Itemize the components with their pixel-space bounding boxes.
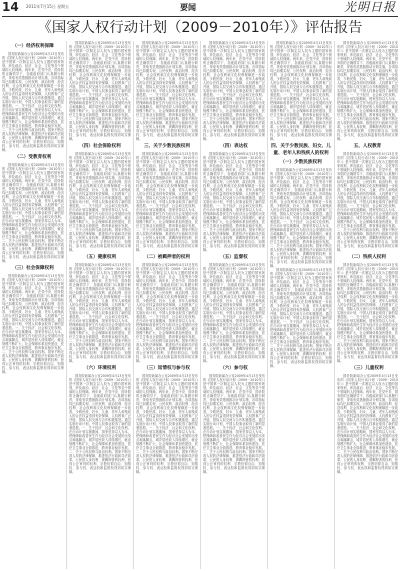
body-paragraph: 国务院新闻办公室2009年4月13日发布的《国家人权行动计划（2009－2010年）》是中国第一次制定以人权为主题的国家规划，涉及政治、经济、社会、文化等各个领域的人权保障。两年来，在党中央、国务院的正确领导下，各级政府部门认真履行职责，采取有效措施推动计划实施，各项指标均已如期实现，公民权利、政治权利、经济权利、社会权利和文化权利保障进一步改善，少数民族、妇女、儿童、老年人和残疾人的合法权益得到有效保障，人权教育广泛开展，国际人权交流与合作积极推进。通过实施行动计划，中国人权事业取得了新的显著进展。一、关于经济、社会和文化权利。在行动计划实施期间，国家坚持以人为本，把保障和改善民生作为经济社会发展的出发点和落脚点，城乡居民收入持续增长，就业规模不断扩大，社会保障体系加快建设，医疗卫生事业全面推进，教育事业稳步发展。二、关于公民权利与政治权利。国家不断完善人权的法律保障，推进依法行政和司法改革，公民的人身权利、被羁押者的权利、获得公正审判的权利、宗教信仰自由、知情权、参与权、表达权和监督权得到切实保障。	[337, 41, 398, 141]
body-paragraph: 国务院新闻办公室2009年4月13日发布的《国家人权行动计划（2009－2010年）》是中国第一次制定以人权为主题的国家规划，涉及政治、经济、社会、文化等各个领域的人权保障。两年来，在党中央、国务院的正确领导下，各级政府部门认真履行职责，采取有效措施推动计划实施，各项指标均已如期实现，公民权利、政治权利、经济权利、社会权利和文化权利保障进一步改善，少数民族、妇女、儿童、老年人和残疾人的合法权益得到有效保障，人权教育广泛开展，国际人权交流与合作积极推进。通过实施行动计划，中国人权事业取得了新的显著进展。一、关于经济、社会和文化权利。在行动计划实施期间，国家坚持以人为本，把保障和改善民生作为经济社会发展的出发点和落脚点，城乡居民收入持续增长，就业规模不断扩大，社会保障体系加快建设，医疗卫生事业全面推进，教育事业稳步发展。二、关于公民权利与政治权利。国家不断完善人权的法律保障，推进依法行政和司法改革，公民的人身权利、被羁押者的权利、获得公正审判的权利、宗教信仰自由、知情权、参与权、表达权和监督权得到切实保障。	[69, 152, 131, 252]
issue-date: 2011年7月15日 星期五	[26, 4, 70, 9]
subheading: 五、人权教育	[353, 144, 382, 149]
body-paragraph: 国务院新闻办公室2009年4月13日发布的《国家人权行动计划（2009－2010年）》是中国第一次制定以人权为主题的国家规划，涉及政治、经济、社会、文化等各个领域的人权保障。两年来，在党中央、国务院的正确领导下，各级政府部门认真履行职责，采取有效措施推动计划实施，各项指标均已如期实现，公民权利、政治权利、经济权利、社会权利和文化权利保障进一步改善，少数民族、妇女、儿童、老年人和残疾人的合法权益得到有效保障，人权教育广泛开展，国际人权交流与合作积极推进。通过实施行动计划，中国人权事业取得了新的显著进展。一、关于经济、社会和文化权利。在行动计划实施期间，国家坚持以人为本，把保障和改善民生作为经济社会发展的出发点和落脚点，城乡居民收入持续增长，就业规模不断扩大，社会保障体系加快建设，医疗卫生事业全面推进，教育事业稳步发展。二、关于公民权利与政治权利。国家不断完善人权的法律保障，推进依法行政和司法改革，公民的人身权利、被羁押者的权利、获得公正审判的权利、宗教信仰自由、知情权、参与权、表达权和监督权得到切实保障。	[203, 374, 265, 474]
subheading: （二）被羁押者的权利	[144, 255, 190, 260]
subheading: （四）社会保险权利	[79, 144, 121, 149]
body-paragraph: 国务院新闻办公室2009年4月13日发布的《国家人权行动计划（2009－2010年）》是中国第一次制定以人权为主题的国家规划，涉及政治、经济、社会、文化等各个领域的人权保障。两年来，在党中央、国务院的正确领导下，各级政府部门认真履行职责，采取有效措施推动计划实施，各项指标均已如期实现，公民权利、政治权利、经济权利、社会权利和文化权利保障进一步改善，少数民族、妇女、儿童、老年人和残疾人的合法权益得到有效保障，人权教育广泛开展，国际人权交流与合作积极推进。通过实施行动计划，中国人权事业取得了新的显著进展。一、关于经济、社会和文化权利。在行动计划实施期间，国家坚持以人为本，把保障和改善民生作为经济社会发展的出发点和落脚点，城乡居民收入持续增长，就业规模不断扩大，社会保障体系加快建设，医疗卫生事业全面推进，教育事业稳步发展。二、关于公民权利与政治权利。国家不断完善人权的法律保障，推进依法行政和司法改革，公民的人身权利、被羁押者的权利、获得公正审判的权利、宗教信仰自由、知情权、参与权、表达权和监督权得到切实保障。	[337, 374, 398, 474]
subheading: （一）经济权利保障	[12, 44, 54, 49]
body-paragraph: 国务院新闻办公室2009年4月13日发布的《国家人权行动计划（2009－2010年）》是中国第一次制定以人权为主题的国家规划，涉及政治、经济、社会、文化等各个领域的人权保障。两年来，在党中央、国务院的正确领导下，各级政府部门认真履行职责，采取有效措施推动计划实施，各项指标均已如期实现，公民权利、政治权利、经济权利、社会权利和文化权利保障进一步改善，少数民族、妇女、儿童、老年人和残疾人的合法权益得到有效保障，人权教育广泛开展，国际人权交流与合作积极推进。通过实施行动计划，中国人权事业取得了新的显著进展。一、关于经济、社会和文化权利。在行动计划实施期间，国家坚持以人为本，把保障和改善民生作为经济社会发展的出发点和落脚点，城乡居民收入持续增长，就业规模不断扩大，社会保障体系加快建设，医疗卫生事业全面推进，教育事业稳步发展。二、关于公民权利与政治权利。国家不断完善人权的法律保障，推进依法行政和司法改革，公民的人身权利、被羁押者的权利、获得公正审判的权利、宗教信仰自由、知情权、参与权、表达权和监督权得到切实保障。	[337, 263, 398, 363]
column-5	[270, 41, 332, 569]
column-divider	[267, 41, 268, 569]
body-paragraph: 国务院新闻办公室2009年4月13日发布的《国家人权行动计划（2009－2010年）》是中国第一次制定以人权为主题的国家规划，涉及政治、经济、社会、文化等各个领域的人权保障。两年来，在党中央、国务院的正确领导下，各级政府部门认真履行职责，采取有效措施推动计划实施，各项指标均已如期实现，公民权利、政治权利、经济权利、社会权利和文化权利保障进一步改善，少数民族、妇女、儿童、老年人和残疾人的合法权益得到有效保障，人权教育广泛开展，国际人权交流与合作积极推进。通过实施行动计划，中国人权事业取得了新的显著进展。一、关于经济、社会和文化权利。在行动计划实施期间，国家坚持以人为本，把保障和改善民生作为经济社会发展的出发点和落脚点，城乡居民收入持续增长，就业规模不断扩大，社会保障体系加快建设，医疗卫生事业全面推进，教育事业稳步发展。二、关于公民权利与政治权利。国家不断完善人权的法律保障，推进依法行政和司法改革，公民的人身权利、被羁押者的权利、获得公正审判的权利、宗教信仰自由、知情权、参与权、表达权和监督权得到切实保障。	[203, 152, 265, 252]
body-paragraph: 国务院新闻办公室2009年4月13日发布的《国家人权行动计划（2009－2010年）》是中国第一次制定以人权为主题的国家规划，涉及政治、经济、社会、文化等各个领域的人权保障。两年来，在党中央、国务院的正确领导下，各级政府部门认真履行职责，采取有效措施推动计划实施，各项指标均已如期实现，公民权利、政治权利、经济权利、社会权利和文化权利保障进一步改善，少数民族、妇女、儿童、老年人和残疾人的合法权益得到有效保障，人权教育广泛开展，国际人权交流与合作积极推进。通过实施行动计划，中国人权事业取得了新的显著进展。一、关于经济、社会和文化权利。在行动计划实施期间，国家坚持以人为本，把保障和改善民生作为经济社会发展的出发点和落脚点，城乡居民收入持续增长，就业规模不断扩大，社会保障体系加快建设，医疗卫生事业全面推进，教育事业稳步发展。二、关于公民权利与政治权利。国家不断完善人权的法律保障，推进依法行政和司法改革，公民的人身权利、被羁押者的权利、获得公正审判的权利、宗教信仰自由、知情权、参与权、表达权和监督权得到切实保障。	[203, 263, 265, 363]
column-divider	[66, 41, 67, 569]
body-paragraph: 国务院新闻办公室2009年4月13日发布的《国家人权行动计划（2009－2010年）》是中国第一次制定以人权为主题的国家规划，涉及政治、经济、社会、文化等各个领域的人权保障。两年来，在党中央、国务院的正确领导下，各级政府部门认真履行职责，采取有效措施推动计划实施，各项指标均已如期实现，公民权利、政治权利、经济权利、社会权利和文化权利保障进一步改善，少数民族、妇女、儿童、老年人和残疾人的合法权益得到有效保障，人权教育广泛开展，国际人权交流与合作积极推进。通过实施行动计划，中国人权事业取得了新的显著进展。一、关于经济、社会和文化权利。在行动计划实施期间，国家坚持以人为本，把保障和改善民生作为经济社会发展的出发点和落脚点，城乡居民收入持续增长，就业规模不断扩大，社会保障体系加快建设，医疗卫生事业全面推进，教育事业稳步发展。二、关于公民权利与政治权利。国家不断完善人权的法律保障，推进依法行政和司法改革，公民的人身权利、被羁押者的权利、获得公正审判的权利、宗教信仰自由、知情权、参与权、表达权和监督权得到切实保障。	[69, 263, 131, 363]
column-divider	[200, 41, 201, 569]
body-paragraph: 国务院新闻办公室2009年4月13日发布的《国家人权行动计划（2009－2010年）》是中国第一次制定以人权为主题的国家规划，涉及政治、经济、社会、文化等各个领域的人权保障。两年来，在党中央、国务院的正确领导下，各级政府部门认真履行职责，采取有效措施推动计划实施，各项指标均已如期实现，公民权利、政治权利、经济权利、社会权利和文化权利保障进一步改善，少数民族、妇女、儿童、老年人和残疾人的合法权益得到有效保障，人权教育广泛开展，国际人权交流与合作积极推进。通过实施行动计划，中国人权事业取得了新的显著进展。一、关于经济、社会和文化权利。在行动计划实施期间，国家坚持以人为本，把保障和改善民生作为经济社会发展的出发点和落脚点，城乡居民收入持续增长，就业规模不断扩大，社会保障体系加快建设，医疗卫生事业全面推进，教育事业稳步发展。二、关于公民权利与政治权利。国家不断完善人权的法律保障，推进依法行政和司法改革，公民的人身权利、被羁押者的权利、获得公正审判的权利、宗教信仰自由、知情权、参与权、表达权和监督权得到切实保障。	[270, 41, 332, 141]
column-3	[136, 41, 198, 569]
body-paragraph: 国务院新闻办公室2009年4月13日发布的《国家人权行动计划（2009－2010年）》是中国第一次制定以人权为主题的国家规划，涉及政治、经济、社会、文化等各个领域的人权保障。两年来，在党中央、国务院的正确领导下，各级政府部门认真履行职责，采取有效措施推动计划实施，各项指标均已如期实现，公民权利、政治权利、经济权利、社会权利和文化权利保障进一步改善，少数民族、妇女、儿童、老年人和残疾人的合法权益得到有效保障，人权教育广泛开展，国际人权交流与合作积极推进。通过实施行动计划，中国人权事业取得了新的显著进展。一、关于经济、社会和文化权利。在行动计划实施期间，国家坚持以人为本，把保障和改善民生作为经济社会发展的出发点和落脚点，城乡居民收入持续增长，就业规模不断扩大，社会保障体系加快建设，医疗卫生事业全面推进，教育事业稳步发展。二、关于公民权利与政治权利。国家不断完善人权的法律保障，推进依法行政和司法改革，公民的人身权利、被羁押者的权利、获得公正审判的权利、宗教信仰自由、知情权、参与权、表达权和监督权得到切实保障。	[270, 168, 332, 268]
column-divider	[334, 41, 335, 569]
column-1	[2, 41, 64, 569]
subheading: （四）表达权	[220, 144, 248, 149]
body-paragraph: 国务院新闻办公室2009年4月13日发布的《国家人权行动计划（2009－2010年）》是中国第一次制定以人权为主题的国家规划，涉及政治、经济、社会、文化等各个领域的人权保障。两年来，在党中央、国务院的正确领导下，各级政府部门认真履行职责，采取有效措施推动计划实施，各项指标均已如期实现，公民权利、政治权利、经济权利、社会权利和文化权利保障进一步改善，少数民族、妇女、儿童、老年人和残疾人的合法权益得到有效保障，人权教育广泛开展，国际人权交流与合作积极推进。通过实施行动计划，中国人权事业取得了新的显著进展。一、关于经济、社会和文化权利。在行动计划实施期间，国家坚持以人为本，把保障和改善民生作为经济社会发展的出发点和落脚点，城乡居民收入持续增长，就业规模不断扩大，社会保障体系加快建设，医疗卫生事业全面推进，教育事业稳步发展。二、关于公民权利与政治权利。国家不断完善人权的法律保障，推进依法行政和司法改革，公民的人身权利、被羁押者的权利、获得公正审判的权利、宗教信仰自由、知情权、参与权、表达权和监督权得到切实保障。	[337, 152, 398, 252]
body-paragraph: 国务院新闻办公室2009年4月13日发布的《国家人权行动计划（2009－2010年）》是中国第一次制定以人权为主题的国家规划，涉及政治、经济、社会、文化等各个领域的人权保障。两年来，在党中央、国务院的正确领导下，各级政府部门认真履行职责，采取有效措施推动计划实施，各项指标均已如期实现，公民权利、政治权利、经济权利、社会权利和文化权利保障进一步改善，少数民族、妇女、儿童、老年人和残疾人的合法权益得到有效保障，人权教育广泛开展，国际人权交流与合作积极推进。通过实施行动计划，中国人权事业取得了新的显著进展。一、关于经济、社会和文化权利。在行动计划实施期间，国家坚持以人为本，把保障和改善民生作为经济社会发展的出发点和落脚点，城乡居民收入持续增长，就业规模不断扩大，社会保障体系加快建设，医疗卫生事业全面推进，教育事业稳步发展。二、关于公民权利与政治权利。国家不断完善人权的法律保障，推进依法行政和司法改革，公民的人身权利、被羁押者的权利、获得公正审判的权利、宗教信仰自由、知情权、参与权、表达权和监督权得到切实保障。	[136, 41, 198, 141]
body-paragraph: 国务院新闻办公室2009年4月13日发布的《国家人权行动计划（2009－2010年）》是中国第一次制定以人权为主题的国家规划，涉及政治、经济、社会、文化等各个领域的人权保障。两年来，在党中央、国务院的正确领导下，各级政府部门认真履行职责，采取有效措施推动计划实施，各项指标均已如期实现，公民权利、政治权利、经济权利、社会权利和文化权利保障进一步改善，少数民族、妇女、儿童、老年人和残疾人的合法权益得到有效保障，人权教育广泛开展，国际人权交流与合作积极推进。通过实施行动计划，中国人权事业取得了新的显著进展。一、关于经济、社会和文化权利。在行动计划实施期间，国家坚持以人为本，把保障和改善民生作为经济社会发展的出发点和落脚点，城乡居民收入持续增长，就业规模不断扩大，社会保障体系加快建设，医疗卫生事业全面推进，教育事业稳步发展。二、关于公民权利与政治权利。国家不断完善人权的法律保障，推进依法行政和司法改革，公民的人身权利、被羁押者的权利、获得公正审判的权利、宗教信仰自由、知情权、参与权、表达权和监督权得到切实保障。	[270, 268, 332, 368]
header-rule	[2, 16, 398, 17]
body-paragraph: 国务院新闻办公室2009年4月13日发布的《国家人权行动计划（2009－2010年）》是中国第一次制定以人权为主题的国家规划，涉及政治、经济、社会、文化等各个领域的人权保障。两年来，在党中央、国务院的正确领导下，各级政府部门认真履行职责，采取有效措施推动计划实施，各项指标均已如期实现，公民权利、政治权利、经济权利、社会权利和文化权利保障进一步改善，少数民族、妇女、儿童、老年人和残疾人的合法权益得到有效保障，人权教育广泛开展，国际人权交流与合作积极推进。通过实施行动计划，中国人权事业取得了新的显著进展。一、关于经济、社会和文化权利。在行动计划实施期间，国家坚持以人为本，把保障和改善民生作为经济社会发展的出发点和落脚点，城乡居民收入持续增长，就业规模不断扩大，社会保障体系加快建设，医疗卫生事业全面推进，教育事业稳步发展。二、关于公民权利与政治权利。国家不断完善人权的法律保障，推进依法行政和司法改革，公民的人身权利、被羁押者的权利、获得公正审判的权利、宗教信仰自由、知情权、参与权、表达权和监督权得到切实保障。	[69, 374, 131, 474]
subheading: （二）受教育权利	[14, 155, 52, 160]
column-2	[69, 41, 131, 569]
subheading: （六）参与权	[220, 366, 248, 371]
body-paragraph: 国务院新闻办公室2009年4月13日发布的《国家人权行动计划（2009－2010年）》是中国第一次制定以人权为主题的国家规划，涉及政治、经济、社会、文化等各个领域的人权保障。两年来，在党中央、国务院的正确领导下，各级政府部门认真履行职责，采取有效措施推动计划实施，各项指标均已如期实现，公民权利、政治权利、经济权利、社会权利和文化权利保障进一步改善，少数民族、妇女、儿童、老年人和残疾人的合法权益得到有效保障，人权教育广泛开展，国际人权交流与合作积极推进。通过实施行动计划，中国人权事业取得了新的显著进展。一、关于经济、社会和文化权利。在行动计划实施期间，国家坚持以人为本，把保障和改善民生作为经济社会发展的出发点和落脚点，城乡居民收入持续增长，就业规模不断扩大，社会保障体系加快建设，医疗卫生事业全面推进，教育事业稳步发展。二、关于公民权利与政治权利。国家不断完善人权的法律保障，推进依法行政和司法改革，公民的人身权利、被羁押者的权利、获得公正审判的权利、宗教信仰自由、知情权、参与权、表达权和监督权得到切实保障。	[136, 263, 198, 363]
article-columns	[2, 41, 398, 569]
subheading: （三）儿童权利	[351, 366, 384, 371]
column-divider	[133, 41, 134, 569]
body-paragraph: 国务院新闻办公室2009年4月13日发布的《国家人权行动计划（2009－2010年）》是中国第一次制定以人权为主题的国家规划，涉及政治、经济、社会、文化等各个领域的人权保障。两年来，在党中央、国务院的正确领导下，各级政府部门认真履行职责，采取有效措施推动计划实施，各项指标均已如期实现，公民权利、政治权利、经济权利、社会权利和文化权利保障进一步改善，少数民族、妇女、儿童、老年人和残疾人的合法权益得到有效保障，人权教育广泛开展，国际人权交流与合作积极推进。通过实施行动计划，中国人权事业取得了新的显著进展。一、关于经济、社会和文化权利。在行动计划实施期间，国家坚持以人为本，把保障和改善民生作为经济社会发展的出发点和落脚点，城乡居民收入持续增长，就业规模不断扩大，社会保障体系加快建设，医疗卫生事业全面推进，教育事业稳步发展。二、关于公民权利与政治权利。国家不断完善人权的法律保障，推进依法行政和司法改革，公民的人身权利、被羁押者的权利、获得公正审判的权利、宗教信仰自由、知情权、参与权、表达权和监督权得到切实保障。	[2, 274, 64, 374]
subheading: 四、关于少数民族、妇女、儿童、老年人和残疾人的权利	[271, 144, 331, 156]
section-name: 要闻	[180, 3, 196, 12]
subheading: （三）知情权与参与权	[144, 366, 190, 371]
body-paragraph: 国务院新闻办公室2009年4月13日发布的《国家人权行动计划（2009－2010年）》是中国第一次制定以人权为主题的国家规划，涉及政治、经济、社会、文化等各个领域的人权保障。两年来，在党中央、国务院的正确领导下，各级政府部门认真履行职责，采取有效措施推动计划实施，各项指标均已如期实现，公民权利、政治权利、经济权利、社会权利和文化权利保障进一步改善，少数民族、妇女、儿童、老年人和残疾人的合法权益得到有效保障，人权教育广泛开展，国际人权交流与合作积极推进。通过实施行动计划，中国人权事业取得了新的显著进展。一、关于经济、社会和文化权利。在行动计划实施期间，国家坚持以人为本，把保障和改善民生作为经济社会发展的出发点和落脚点，城乡居民收入持续增长，就业规模不断扩大，社会保障体系加快建设，医疗卫生事业全面推进，教育事业稳步发展。二、关于公民权利与政治权利。国家不断完善人权的法律保障，推进依法行政和司法改革，公民的人身权利、被羁押者的权利、获得公正审判的权利、宗教信仰自由、知情权、参与权、表达权和监督权得到切实保障。	[203, 41, 265, 141]
column-4	[203, 41, 265, 569]
subheading: （五）监督权	[220, 255, 248, 260]
newspaper-logo: 光明日报	[343, 0, 396, 14]
body-paragraph: 国务院新闻办公室2009年4月13日发布的《国家人权行动计划（2009－2010年）》是中国第一次制定以人权为主题的国家规划，涉及政治、经济、社会、文化等各个领域的人权保障。两年来，在党中央、国务院的正确领导下，各级政府部门认真履行职责，采取有效措施推动计划实施，各项指标均已如期实现，公民权利、政治权利、经济权利、社会权利和文化权利保障进一步改善，少数民族、妇女、儿童、老年人和残疾人的合法权益得到有效保障，人权教育广泛开展，国际人权交流与合作积极推进。通过实施行动计划，中国人权事业取得了新的显著进展。一、关于经济、社会和文化权利。在行动计划实施期间，国家坚持以人为本，把保障和改善民生作为经济社会发展的出发点和落脚点，城乡居民收入持续增长，就业规模不断扩大，社会保障体系加快建设，医疗卫生事业全面推进，教育事业稳步发展。二、关于公民权利与政治权利。国家不断完善人权的法律保障，推进依法行政和司法改革，公民的人身权利、被羁押者的权利、获得公正审判的权利、宗教信仰自由、知情权、参与权、表达权和监督权得到切实保障。	[2, 163, 64, 263]
subheading: （五）健康权利	[83, 255, 117, 260]
column-6	[337, 41, 398, 569]
page-header	[0, 0, 400, 17]
report-title: 《国家人权行动计划（2009－2010年）》评估报告	[37, 20, 363, 36]
subheading: （三）社会保障权利	[12, 266, 54, 271]
body-paragraph: 国务院新闻办公室2009年4月13日发布的《国家人权行动计划（2009－2010年）》是中国第一次制定以人权为主题的国家规划，涉及政治、经济、社会、文化等各个领域的人权保障。两年来，在党中央、国务院的正确领导下，各级政府部门认真履行职责，采取有效措施推动计划实施，各项指标均已如期实现，公民权利、政治权利、经济权利、社会权利和文化权利保障进一步改善，少数民族、妇女、儿童、老年人和残疾人的合法权益得到有效保障，人权教育广泛开展，国际人权交流与合作积极推进。通过实施行动计划，中国人权事业取得了新的显著进展。一、关于经济、社会和文化权利。在行动计划实施期间，国家坚持以人为本，把保障和改善民生作为经济社会发展的出发点和落脚点，城乡居民收入持续增长，就业规模不断扩大，社会保障体系加快建设，医疗卫生事业全面推进，教育事业稳步发展。二、关于公民权利与政治权利。国家不断完善人权的法律保障，推进依法行政和司法改革，公民的人身权利、被羁押者的权利、获得公正审判的权利、宗教信仰自由、知情权、参与权、表达权和监督权得到切实保障。	[2, 52, 64, 152]
body-paragraph: 国务院新闻办公室2009年4月13日发布的《国家人权行动计划（2009－2010年）》是中国第一次制定以人权为主题的国家规划，涉及政治、经济、社会、文化等各个领域的人权保障。两年来，在党中央、国务院的正确领导下，各级政府部门认真履行职责，采取有效措施推动计划实施，各项指标均已如期实现，公民权利、政治权利、经济权利、社会权利和文化权利保障进一步改善，少数民族、妇女、儿童、老年人和残疾人的合法权益得到有效保障，人权教育广泛开展，国际人权交流与合作积极推进。通过实施行动计划，中国人权事业取得了新的显著进展。一、关于经济、社会和文化权利。在行动计划实施期间，国家坚持以人为本，把保障和改善民生作为经济社会发展的出发点和落脚点，城乡居民收入持续增长，就业规模不断扩大，社会保障体系加快建设，医疗卫生事业全面推进，教育事业稳步发展。二、关于公民权利与政治权利。国家不断完善人权的法律保障，推进依法行政和司法改革，公民的人身权利、被羁押者的权利、获得公正审判的权利、宗教信仰自由、知情权、参与权、表达权和监督权得到切实保障。	[136, 374, 198, 474]
subheading: （六）环境权利	[83, 366, 117, 371]
subheading: （一）少数民族权利	[280, 160, 322, 165]
body-paragraph: 国务院新闻办公室2009年4月13日发布的《国家人权行动计划（2009－2010年）》是中国第一次制定以人权为主题的国家规划，涉及政治、经济、社会、文化等各个领域的人权保障。两年来，在党中央、国务院的正确领导下，各级政府部门认真履行职责，采取有效措施推动计划实施，各项指标均已如期实现，公民权利、政治权利、经济权利、社会权利和文化权利保障进一步改善，少数民族、妇女、儿童、老年人和残疾人的合法权益得到有效保障，人权教育广泛开展，国际人权交流与合作积极推进。通过实施行动计划，中国人权事业取得了新的显著进展。一、关于经济、社会和文化权利。在行动计划实施期间，国家坚持以人为本，把保障和改善民生作为经济社会发展的出发点和落脚点，城乡居民收入持续增长，就业规模不断扩大，社会保障体系加快建设，医疗卫生事业全面推进，教育事业稳步发展。二、关于公民权利与政治权利。国家不断完善人权的法律保障，推进依法行政和司法改革，公民的人身权利、被羁押者的权利、获得公正审判的权利、宗教信仰自由、知情权、参与权、表达权和监督权得到切实保障。	[136, 152, 198, 252]
page-number: 14	[2, 0, 19, 14]
body-paragraph: 国务院新闻办公室2009年4月13日发布的《国家人权行动计划（2009－2010年）》是中国第一次制定以人权为主题的国家规划，涉及政治、经济、社会、文化等各个领域的人权保障。两年来，在党中央、国务院的正确领导下，各级政府部门认真履行职责，采取有效措施推动计划实施，各项指标均已如期实现，公民权利、政治权利、经济权利、社会权利和文化权利保障进一步改善，少数民族、妇女、儿童、老年人和残疾人的合法权益得到有效保障，人权教育广泛开展，国际人权交流与合作积极推进。通过实施行动计划，中国人权事业取得了新的显著进展。一、关于经济、社会和文化权利。在行动计划实施期间，国家坚持以人为本，把保障和改善民生作为经济社会发展的出发点和落脚点，城乡居民收入持续增长，就业规模不断扩大，社会保障体系加快建设，医疗卫生事业全面推进，教育事业稳步发展。二、关于公民权利与政治权利。国家不断完善人权的法律保障，推进依法行政和司法改革，公民的人身权利、被羁押者的权利、获得公正审判的权利、宗教信仰自由、知情权、参与权、表达权和监督权得到切实保障。	[69, 41, 131, 141]
subheading: 三、关于少数民族权利	[144, 144, 190, 149]
subheading: （二）残疾人权利	[349, 255, 386, 260]
